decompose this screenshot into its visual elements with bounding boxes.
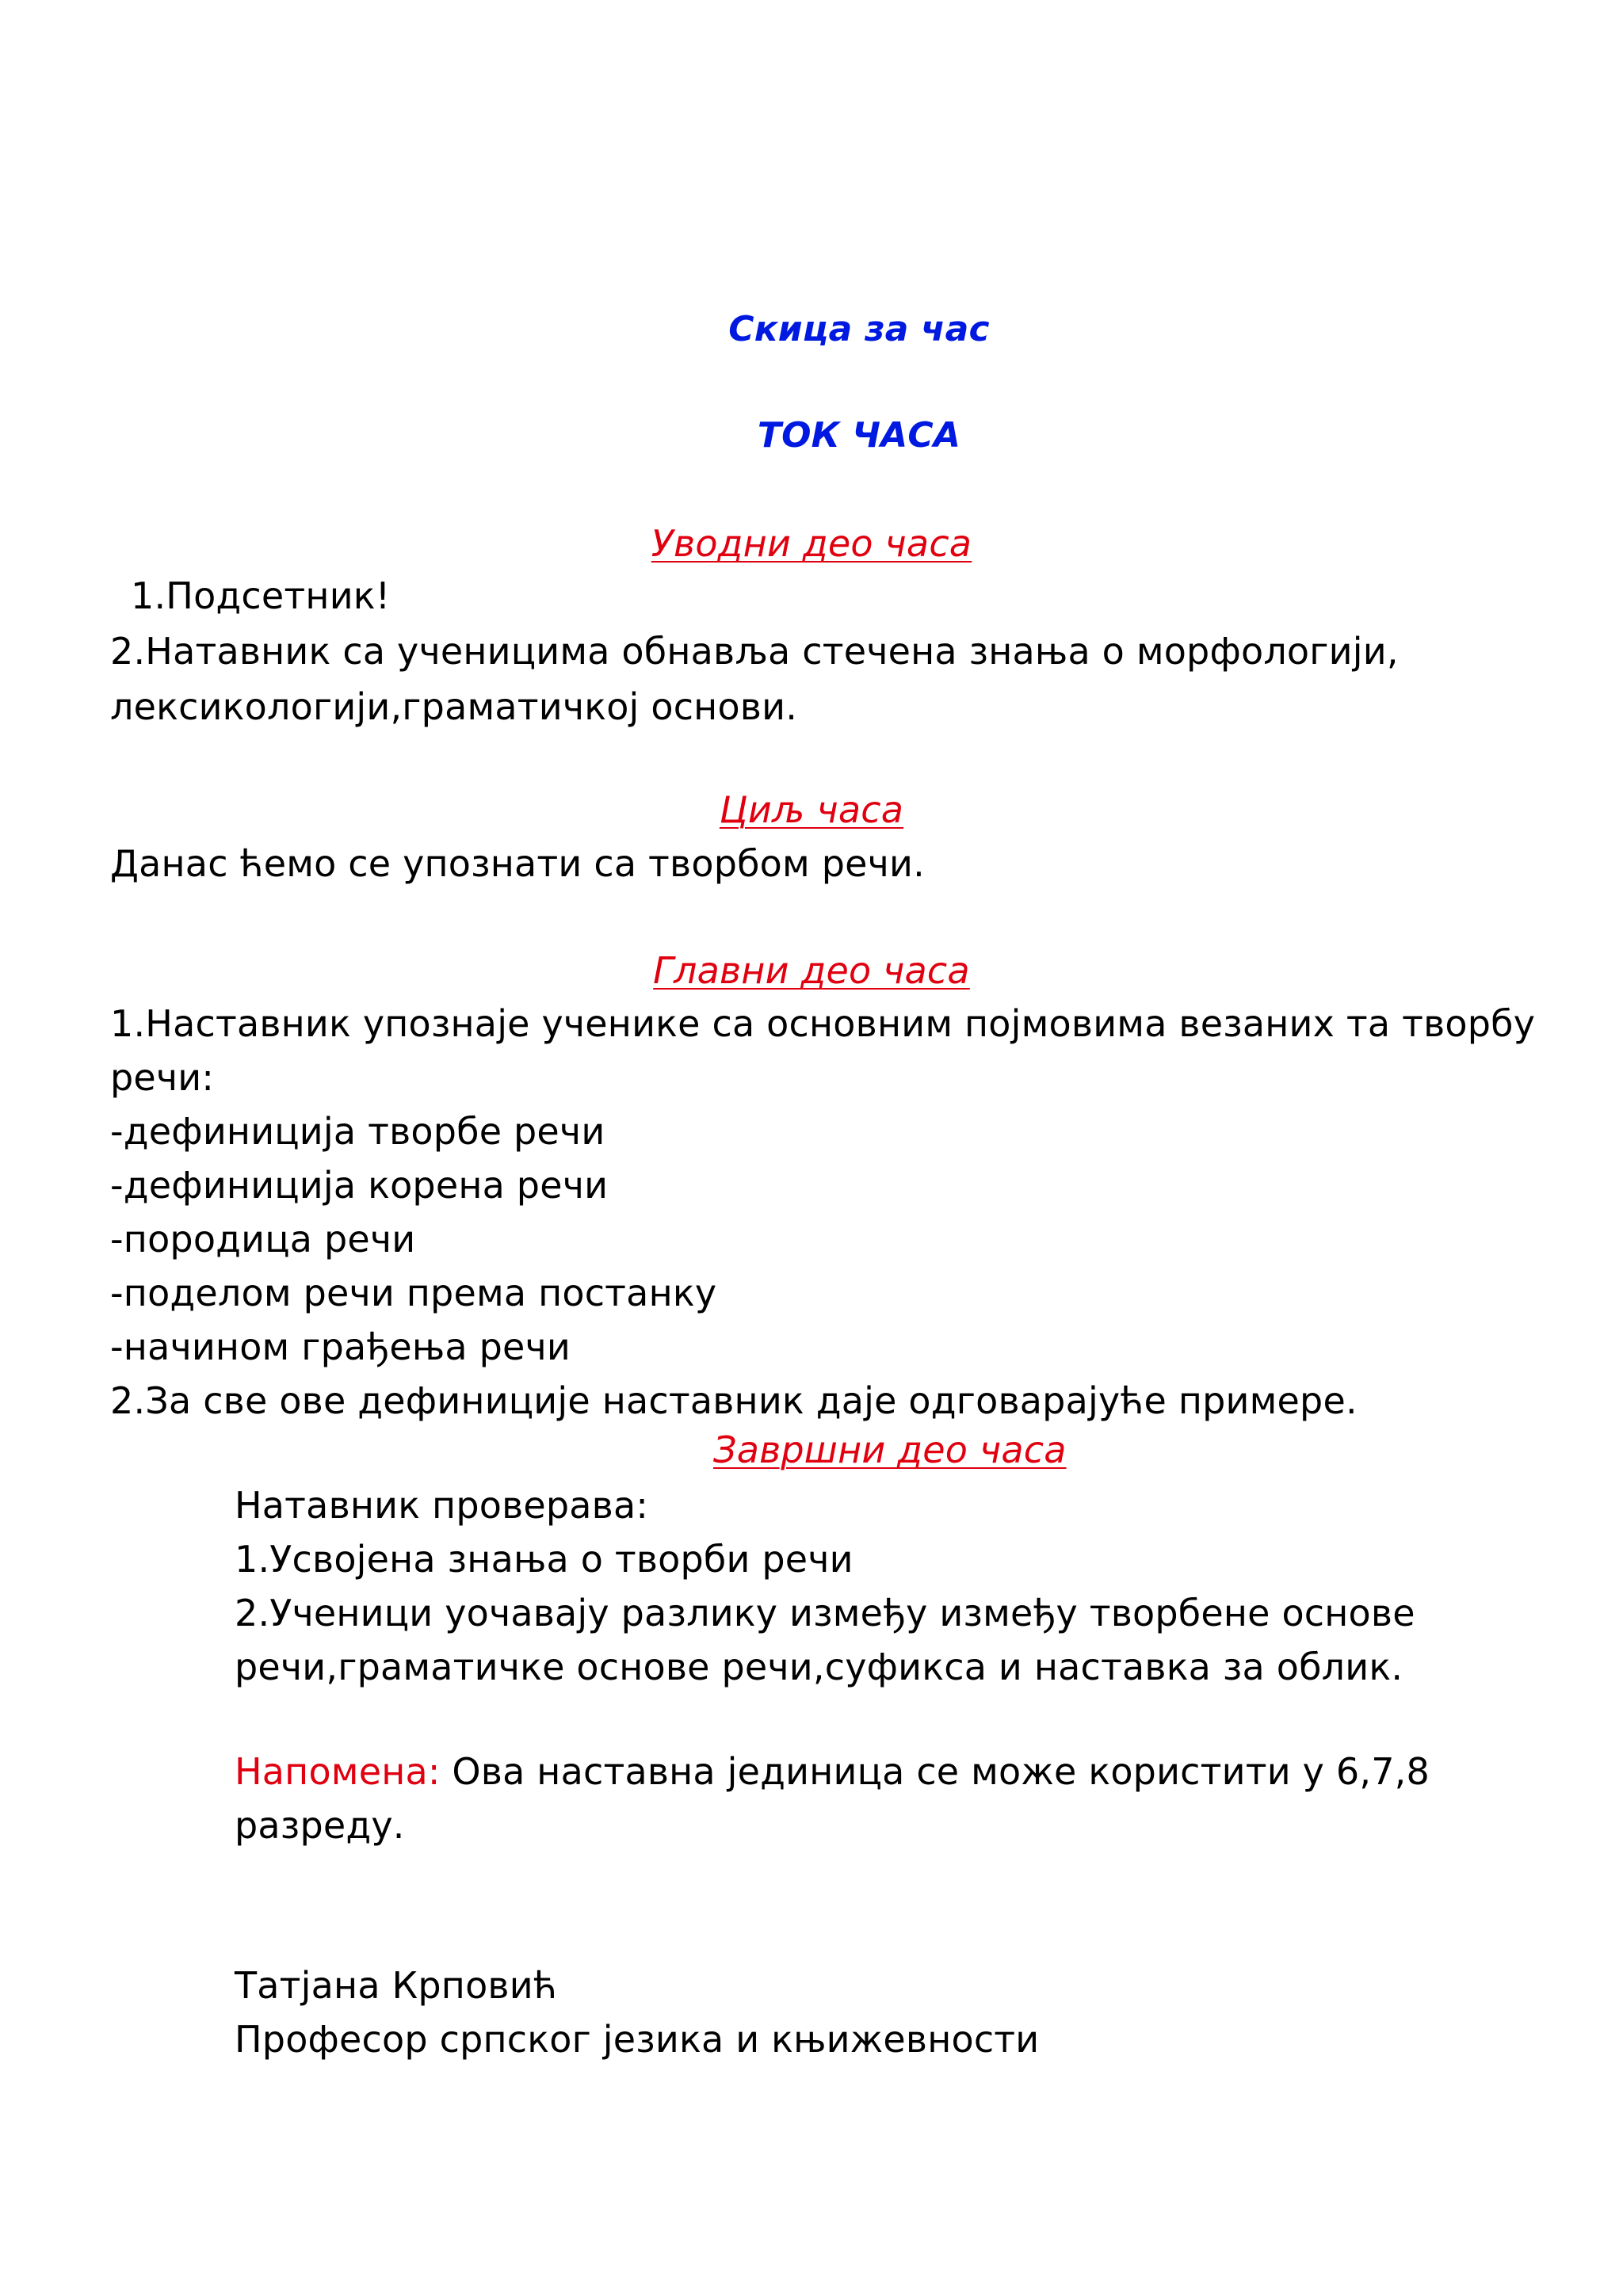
final-line-3: 2.Ученици уочавају разлику између између творбене основе bbox=[235, 1592, 1415, 1634]
final-line-2: 1.Усвојена знања о творби речи bbox=[235, 1538, 854, 1581]
main-heading: Главни део часа bbox=[653, 949, 970, 992]
main-line-8: 2.За све ове дефиниције наставник даје одговарајуће примере. bbox=[110, 1379, 1358, 1422]
document-title: Скица за час bbox=[728, 309, 990, 349]
intro-line-2: 2.Натавник са ученицима обнавља стечена знања о морфологији, bbox=[110, 630, 1399, 673]
intro-line-3: лексикологији,граматичкој основи. bbox=[110, 685, 798, 728]
signature-role: Професор српског језика и књижевности bbox=[235, 2018, 1040, 2061]
goal-line-1: Данас ћемо се упознати са творбом речи. bbox=[110, 842, 925, 885]
main-line-3: -дефиниција творбе речи bbox=[110, 1110, 605, 1153]
intro-heading: Уводни део часа bbox=[651, 522, 972, 565]
note-text: Ова наставна јединица се може користити у 6,7,8 bbox=[440, 1750, 1430, 1793]
final-heading: Завршни део часа bbox=[713, 1428, 1067, 1471]
main-line-7: -начином грађења речи bbox=[110, 1325, 571, 1368]
signature-name: Татјана Крповић bbox=[235, 1964, 558, 2007]
note-line-2: разреду. bbox=[235, 1804, 405, 1847]
intro-line-1: 1.Подсетник! bbox=[131, 574, 391, 617]
note-label: Напомена: bbox=[235, 1750, 441, 1793]
main-line-6: -поделом речи према постанку bbox=[110, 1272, 717, 1314]
goal-heading: Циљ часа bbox=[719, 788, 904, 831]
final-line-4: речи,граматичке основе речи,суфикса и наставка за облик. bbox=[235, 1646, 1403, 1688]
note-line-1 bbox=[235, 1748, 1430, 1795]
main-line-4: -дефиниција корена речи bbox=[110, 1164, 609, 1207]
document-subtitle: ТОК ЧАСА bbox=[757, 415, 961, 456]
main-line-2: речи: bbox=[110, 1056, 215, 1099]
final-line-1: Натавник проверава: bbox=[235, 1484, 649, 1527]
main-line-5: -породица речи bbox=[110, 1218, 416, 1261]
main-line-1: 1.Наставник упознаје ученике са основним појмовима везаних та творбу bbox=[110, 1002, 1536, 1045]
